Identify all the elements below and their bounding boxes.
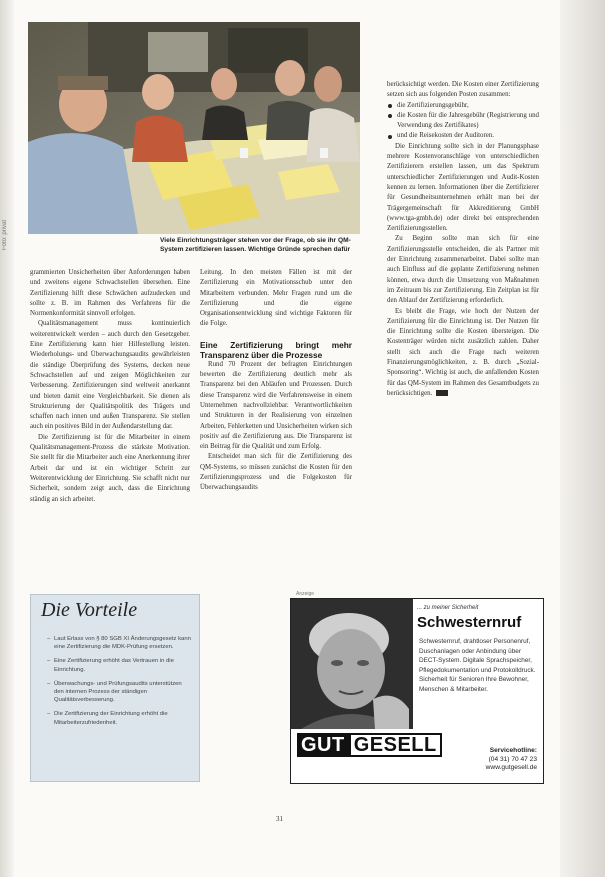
advertisement (290, 598, 544, 784)
page-number: 31 (276, 815, 283, 823)
ad-body-text: Schwesternruf, drahtloser Personenruf, Duschanlagen oder Anbindung über DECT-System. Digitale Sprachspeicher, Pflegedokumentation und Protokolldruck. Sicherheit für Senioren Ihre Bewohner, Menschen & Mitarbeiter. (419, 638, 536, 693)
ad-headline: Schwesternruf (417, 614, 522, 631)
end-of-article-mark (436, 390, 448, 396)
list-item: und die Reisekosten der Auditoren. (387, 131, 539, 141)
paragraph: grammierten Unsicherheiten über Anforderungen haben und zweitens eigene Schwachstellen übersehen. Eine Zertifizierung hilft diese Schwächen aufzudecken und sollte z. B. im Rahmen des Verfahrens für die Normenkonformität sinnvoll erfolgen. (30, 269, 190, 318)
ad-tagline: ... zu meiner Sicherheit (417, 605, 479, 611)
ad-elderly-woman-photo (291, 599, 413, 729)
article-column-3 (387, 80, 539, 580)
phone-number: (04 31) 70 47 23 (488, 755, 537, 763)
advantages-box (30, 594, 200, 782)
list-item: die Kosten für die Jahresgebühr (Registrierung und Verwendung des Zertifikates) (387, 111, 539, 132)
advantages-list (47, 635, 191, 733)
article-column-1 (30, 268, 190, 574)
page-shadow-right (560, 0, 605, 877)
paragraph: Entscheidet man sich für die Zertifizierung des QM-Systems, so müssen zunächst die Kosten für den Zertifizierungsprozess und die Folgekosten für Überwachungsaudits (200, 453, 352, 492)
paragraph: Die Einrichtung sollte sich in der Planungsphase mehrere Kostenvoranschläge von unterschiedlichen Zertifizierern erstellen lassen, um das Spektrum unterschiedlicher Zertifizierungen und Audit-Kosten kennen zu lernen. Informationen über die Zertifizierer für Gesundheitsunternehmen erhält man bei der Trägergemeinschaft für Akkreditierung GmbH (www.tga-gmbh.de) oder direkt bei entsprechenden Zertifizierungsstellen. (387, 142, 539, 233)
article-column-2 (200, 268, 352, 574)
list-item: – Laut Erlass von § 80 SGB XI Änderungsgesetz kann eine Zertifizierung die MDK-Prüfung ersetzen. (47, 635, 191, 651)
list-item: – Die Zertifizierung der Einrichtung erhöht die Mitarbeiterzufriedenheit. (47, 710, 191, 726)
list-item: – Eine Zertifizierung erhöht das Vertrauen in die Einrichtung. (47, 657, 191, 673)
logo-part-2: GESELL (349, 733, 442, 757)
paragraph: Die Zertifizierung ist für die Mitarbeiter in einem Qualitätsmanagement-Prozess die stärkste Motivation. Sie stellt für die Mitarbeiter auch eine Anerkennung ihrer Arbeit dar und ist ein wichtiger Schritt zur Weiterentwicklung der Einrichtung. Sie schafft nicht nur Sicherheit, sondern zeigt auch, dass die Einrichtung ständig an sich arbeitet. (30, 433, 190, 503)
advantages-title: Die Vorteile (41, 599, 138, 621)
page-shadow-left (0, 0, 14, 877)
logo-part-1: GUT (297, 733, 349, 757)
paragraph: berücksichtigt werden. Die Kosten einer Zertifizierung setzen sich aus folgenden Posten zusammen: (387, 81, 539, 99)
gutgesell-logo (297, 733, 442, 757)
paragraph: Zu Beginn sollte man sich für eine Zertifizierungsstelle entscheiden, die als Partner mit der Einrichtung zusammenarbeitet. Dabei sollte man auch Einfluss auf die geplante Zertifizierung nehmen können, etwa durch die Umsetzung von Maßnahmen im Zeitraum bis zur Zertifizierung. Ein Zeitplan ist für den Ablauf der Zertifizierung erforderlich. (387, 235, 539, 305)
photo-caption: Viele Einrichtungsträger stehen vor der Frage, ob sie ihr QM-System zertifizieren lassen. Wichtige Gründe sprechen dafür (160, 237, 351, 253)
meeting-photo (28, 22, 360, 234)
cost-list (387, 101, 539, 142)
paragraph: Leitung. In den meisten Fällen ist mit der Zertifizierung ein Motivationsschub unter den Mitarbeitern verbunden. Mehr Fragen rund um die Zertifizierung und die eigene Organisationsentwicklung sind wichtige Faktoren für die Folge. (200, 269, 352, 328)
list-item: – Überwachungs- und Prüfungsaudits unterstützen den internen Prozess der ständigen Qualitätsverbesserung. (47, 680, 191, 705)
ad-contact (486, 747, 537, 773)
website[interactable]: www.gutgesell.de (485, 764, 537, 772)
paragraph: Qualitätsmanagement muss kontinuierlich weiterentwickelt werden – auch durch den Gesetzgeber. Eine Zertifizierung kann hier Hilfestellung leisten. Wiederholungs- und Überwachungsaudits gewährleisten die ständige Überprüfung des Systems, decken neue Schwachstellen auf und zeigen Möglichkeiten zur Verbesserung. Zertifizierungen sind weltweit anerkannt und bieten damit eine Vergleichbarkeit. Sie dienen als Strukturierung der Qualitätspolitik des Trägers und schaffen nach innen und außen Transparenz. Sie stellen auch ein positives Bild in der Außendarstellung dar. (30, 320, 190, 431)
paragraph (387, 307, 539, 400)
section-heading: Eine Zertifizierung bringt mehr Transparenz über die Prozesse (200, 339, 352, 360)
ad-label: Anzeige (296, 591, 315, 597)
photo-credit: Foto: privat (2, 219, 8, 250)
paragraph-text: Es bleibt die Frage, wie hoch der Nutzen der Zertifizierung für die Einrichtung ist. Der Nutzen für die Einrichtung sollte die Kosten übersteigen. Die Kostenträger würden nicht zusätzlich zahlen. Daher stellt sich auch die Frage nach weiteren Finanzierungsmöglichkeiten, z. B. durch „Sozial-Sponsoring“. Wichtig ist auch, die anfallenden Kosten für das QM-System im Rahmen des Gesamtbudgets zu berücksichtigen. (387, 307, 539, 397)
service-hotline-label: Servicehotline: (489, 747, 537, 754)
paragraph: Rund 70 Prozent der befragten Einrichtungen bewerten die Zertifizierung deutlich mehr als Transparenz bei den Abläufen und Prozessen. Durch diese Transparenz wird die Verfahrensweise in einem Unternehmen nachvollziehbar. Verantwortlichkeiten und Strukturen in der Realisierung von einzelnen Arbeiten, Fehlerketten und Unsicherheiten wirken sich positiv auf die Zertifizierung aus. Die Transparenz ist ein Beitrag für die Qualität und zum Erfolg. (200, 360, 352, 451)
list-item: die Zertifizierungsgebühr, (387, 101, 539, 111)
